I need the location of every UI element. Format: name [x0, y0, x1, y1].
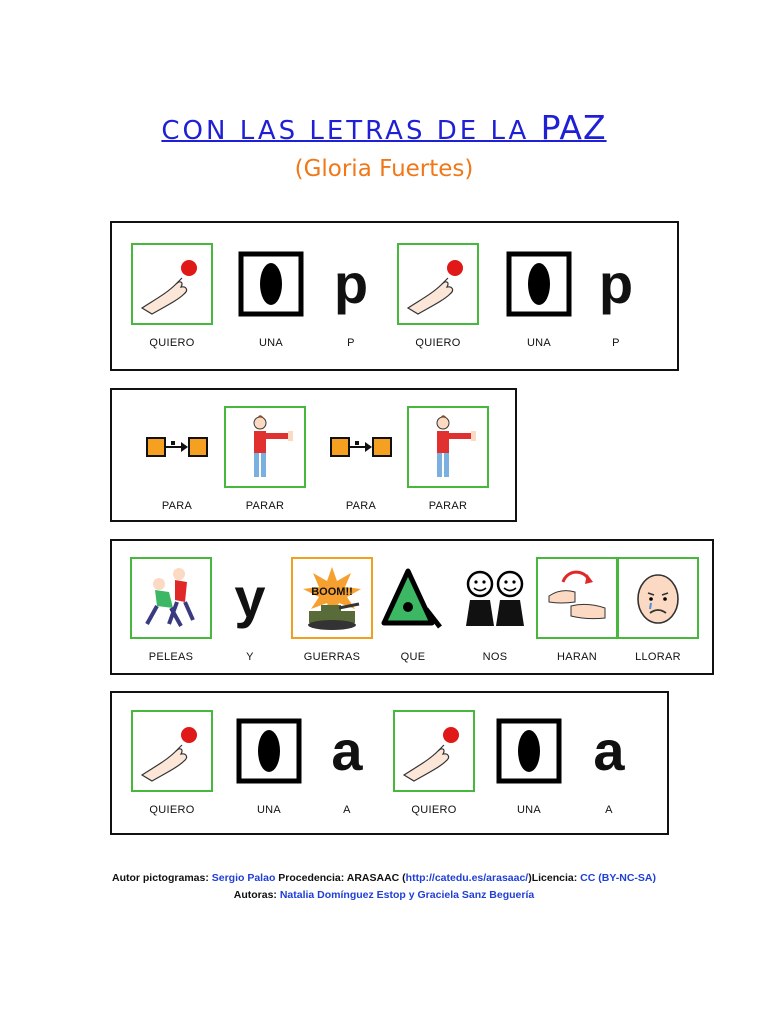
- subtitle: (Gloria Fuertes): [294, 156, 474, 182]
- cell-label: PARAR: [428, 500, 468, 512]
- cell-letter-p: [573, 243, 659, 363]
- cell-parar: [405, 406, 491, 526]
- nos-pictogram: [454, 557, 536, 639]
- cell-quiero: [391, 710, 477, 830]
- credits-footer: [100, 870, 668, 904]
- cell-label: NOS: [482, 651, 508, 663]
- page-title: [0, 108, 768, 147]
- una-pictogram: [498, 243, 580, 325]
- letter-glyph: y: [234, 566, 266, 629]
- para-pictogram: [320, 406, 402, 488]
- cell-parar: [222, 406, 308, 526]
- cell-label: UNA: [256, 804, 282, 816]
- stop-pictogram: [407, 406, 489, 488]
- cell-llorar: [615, 557, 701, 677]
- una-pictogram: [228, 710, 310, 792]
- cell-quiero: [395, 243, 481, 363]
- title-part-1: CON LAS LETRAS DE LA: [161, 116, 541, 146]
- license-text: CC (BY-NC-SA): [580, 872, 656, 884]
- que-pictogram: [372, 557, 454, 639]
- cell-label: PARA: [161, 500, 193, 512]
- strip-1: [110, 221, 679, 371]
- cell-letter-a: [304, 710, 390, 830]
- fight-pictogram: [130, 557, 212, 639]
- strip-2: [110, 388, 517, 522]
- letter-glyph: a: [593, 719, 625, 782]
- cell-label: UNA: [258, 337, 284, 349]
- want-pictogram: [397, 243, 479, 325]
- want-pictogram: [393, 710, 475, 792]
- cell-label: UNA: [516, 804, 542, 816]
- cell-label: Y: [246, 651, 254, 663]
- title-part-2: PAZ: [540, 108, 607, 147]
- cell-para: [134, 406, 220, 526]
- cell-label: PELEAS: [148, 651, 194, 663]
- want-pictogram: [131, 710, 213, 792]
- letter-pictogram: [568, 710, 650, 792]
- cell-label: GUERRAS: [303, 651, 361, 663]
- cell-label: QUE: [400, 651, 426, 663]
- una-pictogram: [230, 243, 312, 325]
- cell-label: PARAR: [245, 500, 285, 512]
- autor-name: Sergio Palao: [211, 872, 276, 884]
- cell-quiero: [129, 710, 215, 830]
- cell-quiero: [129, 243, 215, 363]
- autor-label: Autor pictogramas:: [111, 872, 212, 884]
- cell-label: P: [347, 337, 355, 349]
- cell-letter-a: [566, 710, 652, 830]
- source-link[interactable]: http://catedu.es/arasaac/: [405, 872, 529, 884]
- letter-glyph: a: [331, 719, 363, 782]
- cell-label: QUIERO: [415, 337, 461, 349]
- letter-pictogram: [209, 557, 291, 639]
- strip-3: [110, 539, 714, 675]
- strip-4: [110, 691, 669, 835]
- cell-para: [318, 406, 404, 526]
- letter-pictogram: [306, 710, 388, 792]
- cell-label: LLORAR: [635, 651, 681, 663]
- cell-label: A: [605, 804, 613, 816]
- autoras-names: Natalia Domínguez Estop y Graciela Sanz Beguería: [279, 889, 535, 901]
- letter-glyph: p: [598, 252, 634, 315]
- licencia-label: )Licencia:: [528, 872, 581, 884]
- cell-label: A: [343, 804, 351, 816]
- cell-label: QUIERO: [411, 804, 457, 816]
- cell-letter-p: [308, 243, 394, 363]
- cell-label: HARAN: [556, 651, 597, 663]
- letter-glyph: p: [333, 252, 369, 315]
- cell-label: P: [612, 337, 620, 349]
- cell-label: PARA: [345, 500, 377, 512]
- cell-label: QUIERO: [149, 337, 195, 349]
- haran-pictogram: [536, 557, 618, 639]
- procedencia-label: Procedencia: ARASAAC (: [275, 872, 406, 884]
- una-pictogram: [488, 710, 570, 792]
- want-pictogram: [131, 243, 213, 325]
- cry-pictogram: [617, 557, 699, 639]
- cell-label: UNA: [526, 337, 552, 349]
- autoras-label: Autoras:: [233, 889, 280, 901]
- war-pictogram: [291, 557, 373, 639]
- cell-label: QUIERO: [149, 804, 195, 816]
- stop-pictogram: [224, 406, 306, 488]
- para-pictogram: [136, 406, 218, 488]
- letter-pictogram: [310, 243, 392, 325]
- svg-text:BOOM!!: BOOM!!: [311, 586, 353, 598]
- letter-pictogram: [575, 243, 657, 325]
